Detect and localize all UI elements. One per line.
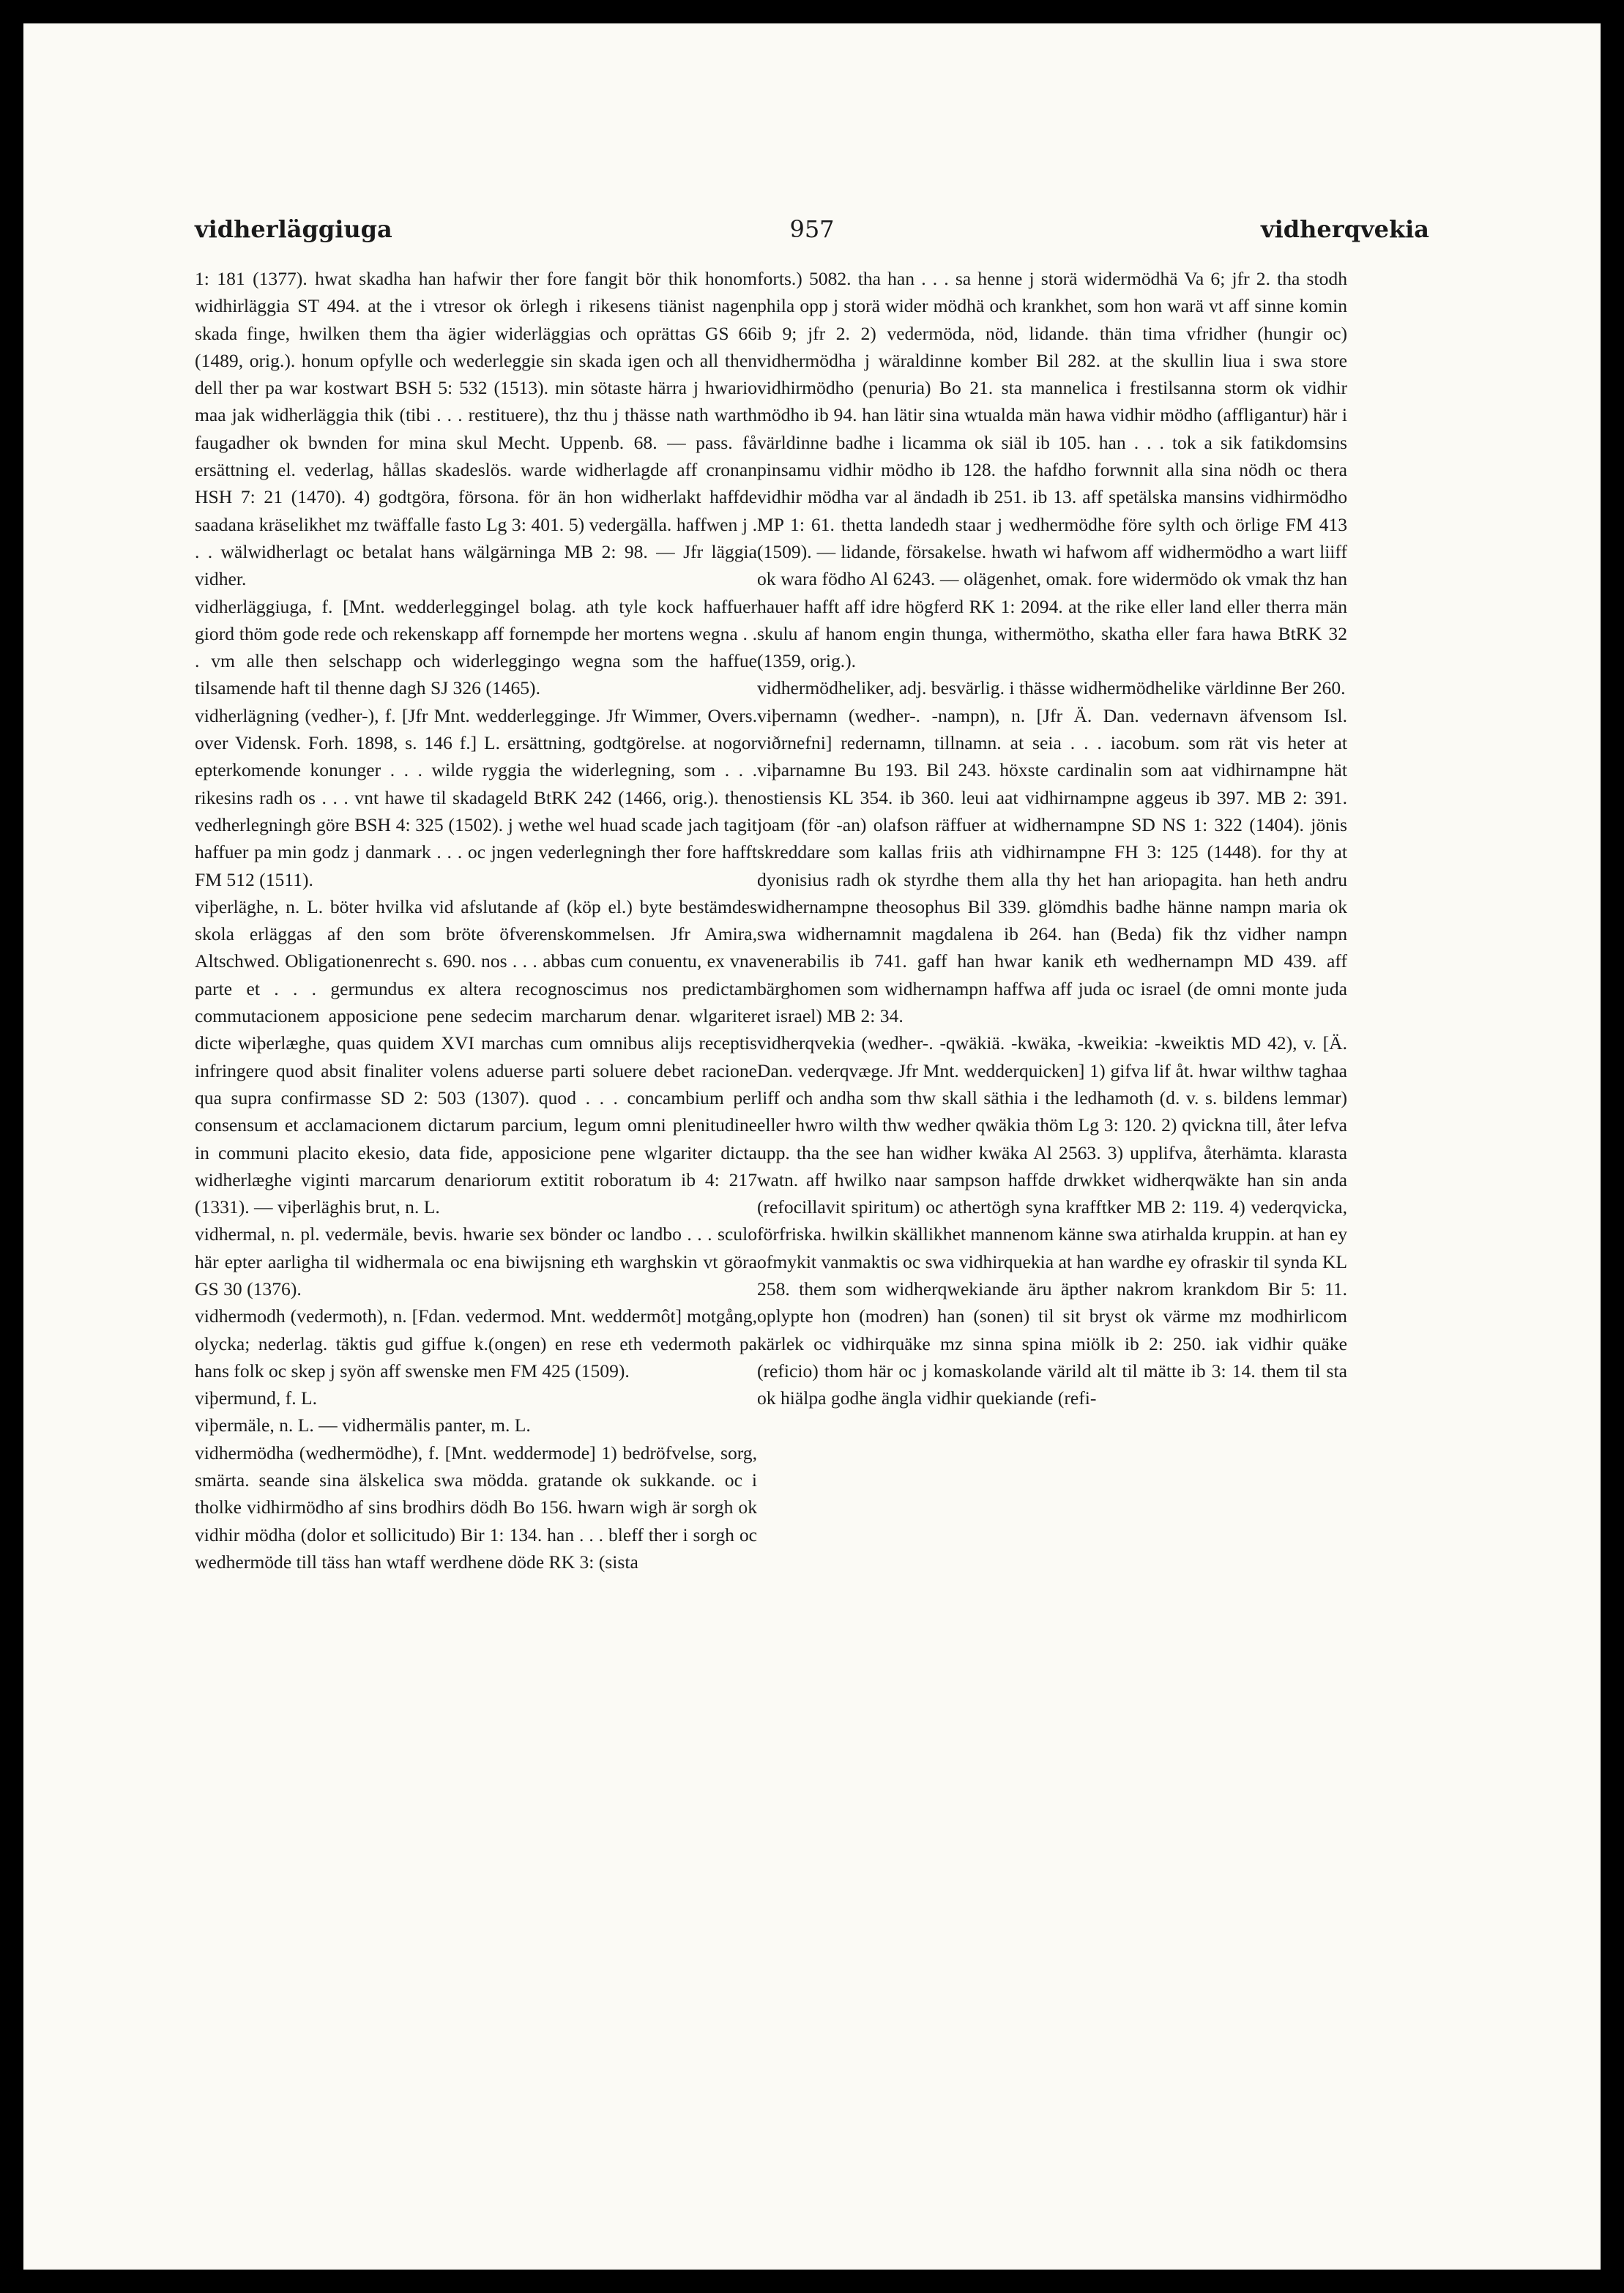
page-number: 957 [789, 215, 835, 243]
header-left-catchword: vidherläggiuga [195, 215, 392, 243]
left-column [195, 265, 757, 1576]
entry-vidhermodh: vidhermodh (vedermoth), n. [Fdan. vedermod. Mnt. weddermôt] motgång, olycka; nederlag. täktis gud giffue k.(ongen) en rese eth vedermoth pa hans folk oc skep j syön aff swenske men FM 425 (1509). [195, 1305, 757, 1382]
entry-vidhermal: vidhermal, n. pl. vedermäle, bevis. hwarie sex bönder oc landbo . . . sculo här epter aarligha til widhermala oc ena biwijsning eth warghskin vt göra GS 30 (1376). [195, 1223, 757, 1300]
entry-vidhermodheliker: vidhermödheliker, adj. besvärlig. i thässe widhermödhelike världinne Ber 260. [757, 677, 1346, 699]
header-right-catchword: vidherqvekia [1261, 215, 1429, 243]
entry-vipernamn: viþernamn (wedher-. -nampn), n. [Jfr Ä. Dan. vedernavn äfvensom Isl. viðrnefni] redernamn, tillnamn. at seia . . . iacobum. som rät vis heter at viþarnamne Bu 193. Bil 243. höxste cardinalin som aat vidhirnampne hät ostiensis KL 354. ib 360. leui aat vidhirnampne aggeus ib 397. MB 2: 391. joam (för -an) olafson räffuer at widhernampne SD NS 1: 322 (1404). jönis skreddare som kallas friis ath vidhirnampne FH 3: 125 (1448). for thy at dyonisius radh ok styrdhe them alla thy het han ariopagita. han heth andru widhernampne theosophus Bil 339. glömdhis badhe hänne nampn maria ok swa widhernamnit magdalena ib 264. han (Beda) fik thz vidher nampn venerabilis ib 741. gaff han hwar kanik eth wedhernampn MD 439. aff bärghomen som widhernampn haffwa aff juda oc israel (de omni monte juda et israel) MB 2: 34. [757, 704, 1347, 1027]
entry-continuation-vidhermodha: forts.) 5082. tha han . . . sa henne j storä widermödhä Va 6; jfr 2. tha stodh phila opp j storä wider mödhä och krankhet, som hon warä vt aff sinne komin ib 9; jfr 2. 2) vedermöda, nöd, lidande. thän tima vfridher (hungir oc) vidhermödha j wäraldinne komber Bil 282. at the skullin liua i swa store vidhirmödho (penuria) Bo 21. sta mannelica i frestilsanna storm ok vidhir mödho ib 94. han lätir sina wtualda män hawa vidhir mödho (affligantur) här i världinne badhe i licamma ok siäl ib 105. han . . . tok a sik fatikdomsins pinsamu vidhir mödho ib 128. the hafdho forwnnit alla sina nödh oc thera vidhir mödha var al ändadh ib 251. ib 13. aff spetälska mansins vidhirmödho MP 1: 61. thetta landedh staar j wedhermödhe före sylth och örlige FM 413 (1509). — lidande, försakelse. hwath wi hafwom aff widhermödho a wart liiff ok wara födho Al 6243. — olägenhet, omak. fore widermödo ok vmak thz han hauer hafft aff idre högferd RK 1: 2094. at the rike eller land eller therra män skulu af hanom engin thunga, withermötho, skatha eller fara hawa BtRK 32 (1359, orig.). [757, 268, 1347, 672]
entry-vipermund: viþermund, f. L. [195, 1387, 318, 1409]
entry-vipermale: viþermäle, n. L. — vidhermälis panter, m. L. [195, 1414, 531, 1436]
entry-viperlaghe: viþerläghe, n. L. böter hvilka vid afslutande af (köp el.) byte bestämdes skola erläggas af den som bröte öfverenskommelsen. Jfr Amira, Altschwed. Obligationenrecht s. 690. nos . . . abbas cum conuentu, ex vna parte et . . . germundus ex altera recognoscimus nos predictam commutacionem apposicione pene sedecim marcharum denar. wlgariter dicte wiþerlæghe, quas quidem XVI marchas cum omnibus alijs receptis infringere quod absit finaliter volens aduerse parti soluere debet racione qua supra confirmasse SD 2: 503 (1307). quod . . . concambium per consensum et acclamacionem dictarum parcium, legum omni plenitudine in communi placito ekesio, data fide, apposicione pene wlgariter dicta widherlæghe viginti marcarum denariorum extitit roboratum ib 4: 217 (1331). — viþerläghis brut, n. L. [195, 895, 757, 1218]
entry-vidhermodha: vidhermödha (wedhermödhe), f. [Mnt. weddermode] 1) bedröfvelse, sorg, smärta. seande sina älskelica swa mödda. gratande ok sukkande. oc i tholke vidhirmödho af sins brodhirs dödh Bo 156. hwarn wigh är sorgh ok vidhir mödha (dolor et sollicitudo) Bir 1: 134. han . . . bleff ther i sorgh oc wedhermöde till täss han wtaff werdhene döde RK 3: (sista [195, 1442, 757, 1573]
entry-continuation-vidherlaggia: 1: 181 (1377). hwat skadha han hafwir ther fore fangit bör thik honom widhirläggia ST 494. at the i vtresor ok örlegh i rikesens tiänist nagen skada finge, hwilken them tha ägier widerläggias och oprättas GS 66 (1489, orig.). honum opfylle och wederleggie sin skada igen och all then dell ther pa war kostwart BSH 5: 532 (1513). min sötaste härra j hwario maa jak widherläggia thik (tibi . . . restituere), thz thu j thässe nath warth faugadher ok bwnden for mina skul Mecht. Uppenb. 68. — pass. få ersättning el. vederlag, hållas skadeslös. warde widherlagde aff cronan HSH 7: 21 (1470). 4) godtgöra, försona. för än hon widherlakt haffde saadana kräselikhet mz twäffalle fasto Lg 3: 401. 5) vedergälla. haffwen j . . . wälwidherlagt oc betalat hans wälgärninga MB 2: 98. — Jfr läggia vidher. [195, 268, 757, 590]
entry-vidherlagning: vidherlägning (vedher-), f. [Jfr Mnt. wedderlegginge. Jfr Wimmer, Overs. over Vidensk. Forh. 1898, s. 146 f.] L. ersättning, godtgörelse. at nogor epterkomende konunger . . . wilde ryggia the widerlegning, som . . . rikesins radh os . . . vnt hawe til skadageld BtRK 242 (1466, orig.). then vedherlegningh göre BSH 4: 325 (1502). j wethe wel huad scade jach tagit haffuer pa min godz j danmark . . . oc jngen vederlegningh ther fore hafft FM 512 (1511). [195, 704, 757, 890]
running-head [195, 215, 1429, 250]
dictionary-page [23, 23, 1601, 2270]
entry-vidherqvekia: vidherqvekia (wedher-. -qwäkiä. -kwäka, -kweikia: -kweiktis MD 42), v. [Ä. Dan. vederqvæge. Jfr Mnt. wedderquicken] 1) gifva lif åt. hwar wilthw taghaa liff och andha som thw skall säthia i the ledhamoth (d. v. s. bildens lemmar) eller hwro wilth thw wedher qwäkia thöm Lg 3: 120. 2) qvickna till, åter lefva upp. tha the see han widher kwäka Al 2563. 3) upplifva, återhämta. klarasta watn. aff hwilko naar sampson haffde drwkket widherqwäkte han sin anda (refocillavit spiritum) oc athertögh syna krafftker MB 2: 119. 4) vederqvicka, förfriska. hwilkin skällikhet mannenom känne swa atirhalda kruppin. at han ey ofmykit vanmaktis oc swa vidhirquekia at han wardhe ey ofraskir til synda KL 258. them som widherqwekiande äru äpther nakrom krankdom Bir 5: 11. oplypte hon (modren) han (sonen) til sit bryst ok värme mz modhirlicom kärlek oc vidhirquäke mz sinna spina miölk ib 2: 250. iak vidhir quäke (reficio) thom här oc j komaskolande värild alt til mätte ib 3: 14. them til sta ok hiälpa godhe ängla vidhir quekiande (refi- [757, 1032, 1347, 1409]
right-column [757, 265, 1347, 1412]
entry-vidherlaggiuga: vidherläggiuga, f. [Mnt. wedderleggingel bolag. ath tyle kock haffuer giord thöm gode rede och rekenskapp aff fornempde her mortens wegna . . . vm alle then selschapp och widerleggingo wegna som the haffue tilsamende haft til thenne dagh SJ 326 (1465). [195, 595, 757, 699]
